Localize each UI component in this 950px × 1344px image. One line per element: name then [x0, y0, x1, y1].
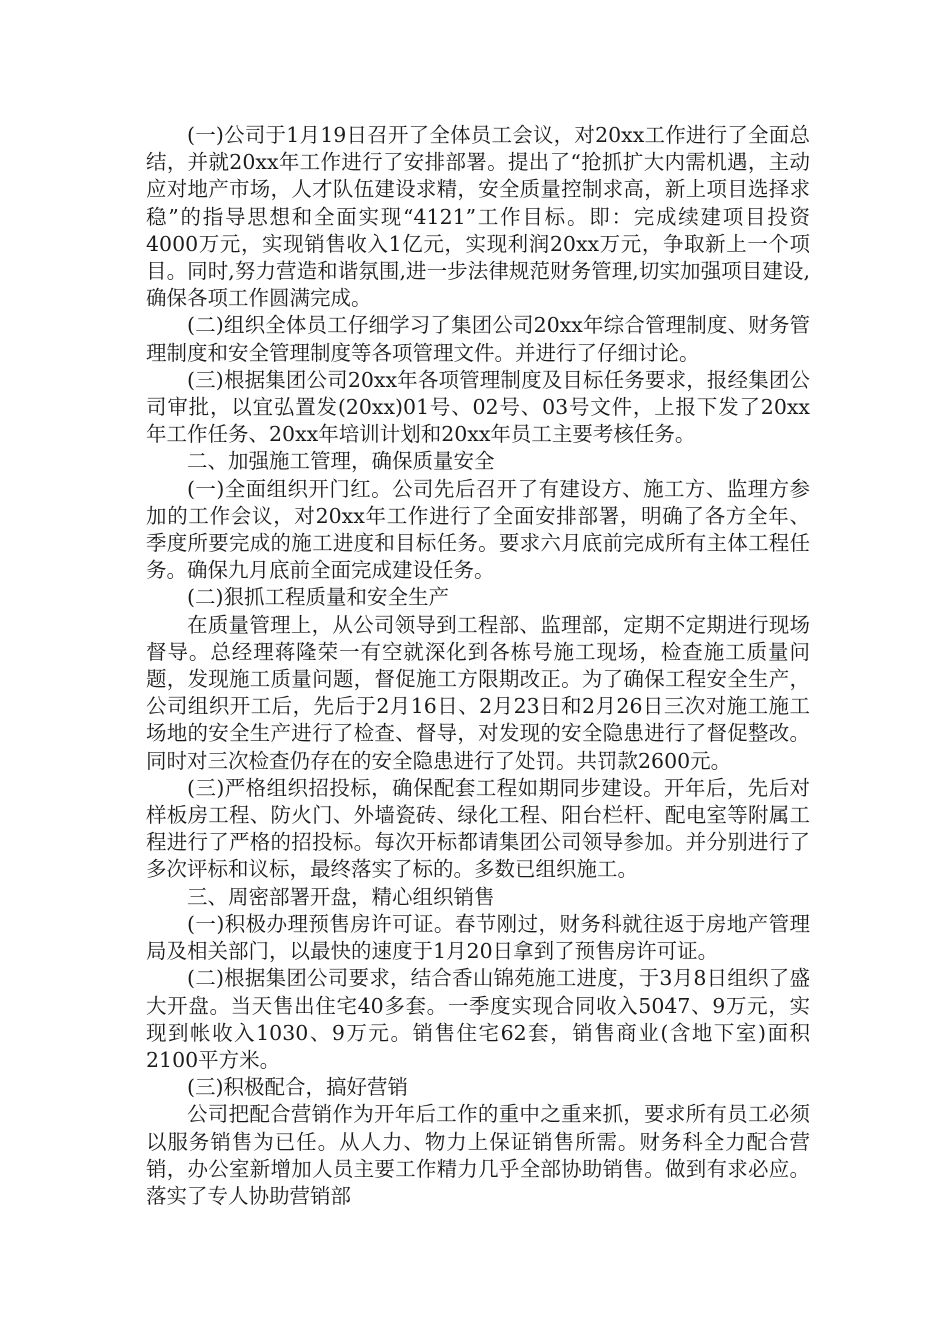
section-heading-construction: 二、加强施工管理，确保质量安全	[187, 449, 495, 474]
subheading-marketing: (三)积极配合，搞好营销	[187, 1075, 408, 1100]
paragraph-task-issuance: (三)根据集团公司20xx年各项管理制度及目标任务要求，报经集团公司审批，以宜弘置发(20xx)01号、02号、03号文件，上报下发了20xx年工作任务、20xx年培训计划和20xx年员工主要考核任务。	[146, 367, 810, 447]
paragraph-tendering: (三)严格组织招投标，确保配套工程如期同步建设。开年后，先后对样板房工程、防火门、外墙瓷砖、绿化工程、阳台栏杆、配电室等附属工程进行了严格的招投标。每次开标都请集团公司领导参加。并分别进行了多次评标和议标，最终落实了标的。多数已组织施工。	[146, 775, 810, 882]
paragraph-marketing-support: 公司把配合营销作为开年后工作的重中之重来抓，要求所有员工必须以服务销售为已任。从人力、物力上保证销售所需。财务科全力配合营销，办公室新增加人员主要工作精力几乎全部协助销售。做到有求必应。落实了专人协助营销部	[146, 1102, 810, 1208]
section-heading-sales: 三、周密部署开盘，精心组织销售	[187, 884, 495, 909]
subheading-quality-safety: (二)狠抓工程质量和安全生产	[187, 585, 449, 610]
paragraph-meeting-summary: (一)公司于1月19日召开了全体员工会议，对20xx工作进行了全面总结，并就20xx年工作进行了安排部署。提出了“抢抓扩大内需机遇，主动应对地产市场，人才队伍建设求精，安全质量控制求高，新上项目选择求稳”的指导思想和全面实现“4121”工作目标。即：完成续建项目投资4000万元，实现销售收入1亿元，实现利润20xx万元，争取新上一个项目。同时,努力营造和谐氛围,进一步法律规范财务管理,切实加强项目建设,确保各项工作圆满完成。	[146, 123, 810, 311]
document-body	[146, 122, 810, 1210]
paragraph-kickoff: (一)全面组织开门红。公司先后召开了有建设方、施工方、监理方参加的工作会议，对20xx年工作进行了全面安排部署，明确了各方全年、季度所要完成的施工进度和目标任务。要求六月底前完成所有主体工程任务。确保九月底前全面完成建设任务。	[146, 476, 810, 583]
paragraph-presale-permit: (一)积极办理预售房许可证。春节刚过，财务科就往返于房地产管理局及相关部门，以最快的速度于1月20日拿到了预售房许可证。	[146, 911, 810, 964]
paragraph-quality-management: 在质量管理上，从公司领导到工程部、监理部，定期不定期进行现场督导。总经理蒋隆荣一有空就深化到各栋号施工现场，检查施工质量问题，发现施工质量问题，督促施工方限期改正。为了确保工程安全生产，公司组织开工后，先后于2月16日、2月23日和2月26日三次对施工施工场地的安全生产进行了检查、督导，对发现的安全隐患进行了督促整改。同时对三次检查仍存在的安全隐患进行了处罚。共罚款2600元。	[146, 612, 810, 773]
paragraph-study-regulations: (二)组织全体员工仔细学习了集团公司20xx年综合管理制度、财务管理制度和安全管理制度等各项管理文件。并进行了仔细讨论。	[146, 313, 810, 365]
paragraph-opening-sales: (二)根据集团公司要求，结合香山锦苑施工进度，于3月8日组织了盛大开盘。当天售出住宅40多套。一季度实现合同收入5047、9万元，实现到帐收入1030、9万元。销售住宅62套，销售商业(含地下室)面积2100平方米。	[146, 966, 810, 1072]
